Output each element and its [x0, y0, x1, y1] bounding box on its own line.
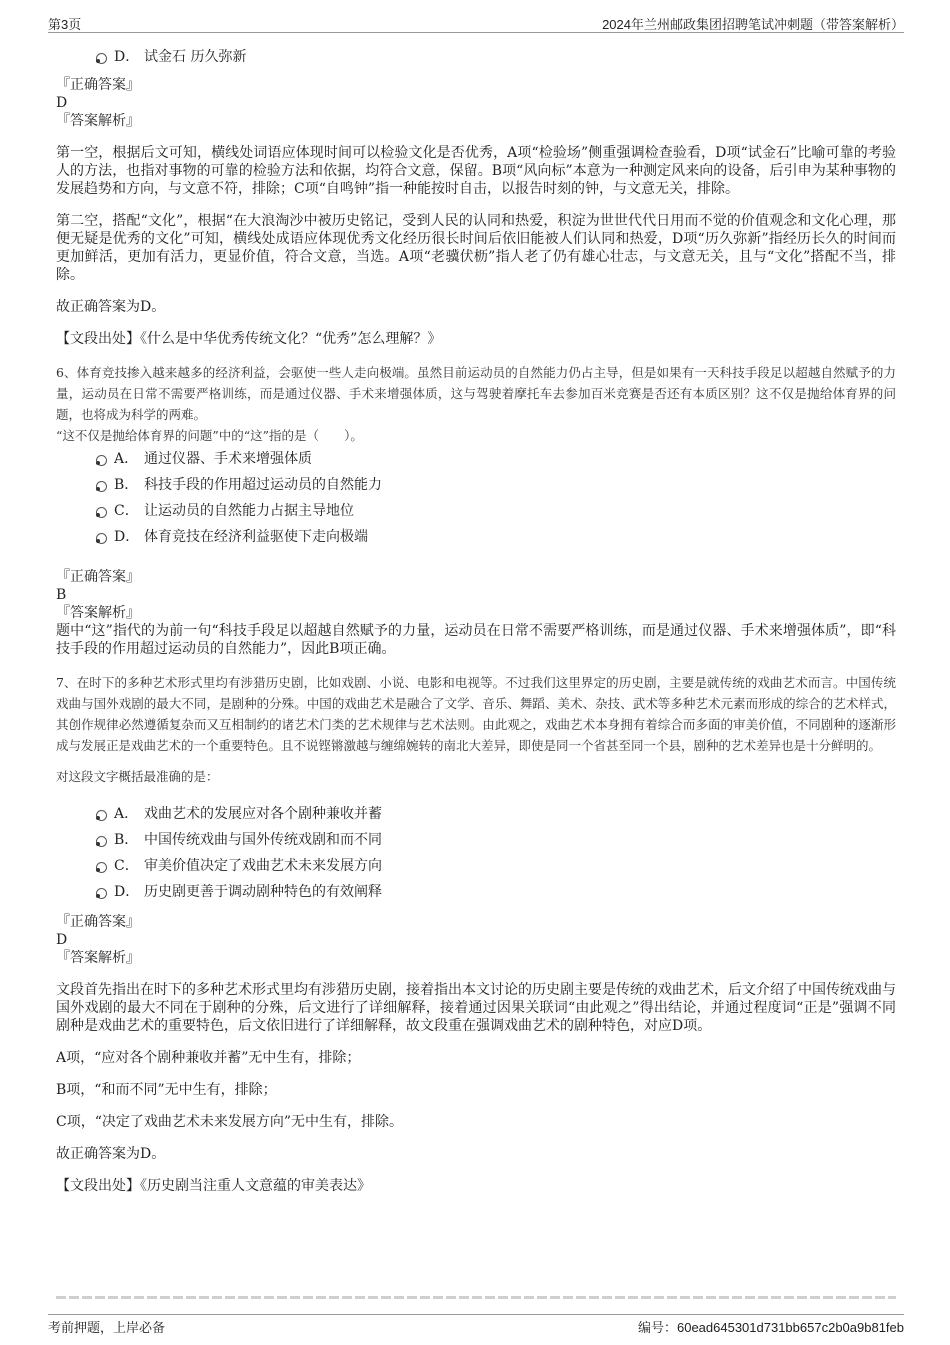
option-letter: B． [114, 477, 139, 493]
q6-question: “这不仅是抛给体育界的问题”中的“这”指的是（ ）。 [56, 428, 363, 443]
q7-analysis-b: B项，“和而不同”无中生有，排除； [56, 1082, 277, 1098]
option-letter: D． [114, 529, 140, 545]
q7-answer-label: 『正确答案』 [56, 914, 140, 930]
q6-option-b[interactable] [96, 472, 896, 498]
option-letter: D． [114, 49, 140, 65]
option-letter: A． [114, 806, 139, 822]
option-text: 试金石 历久弥新 [144, 49, 247, 65]
q7-stem: 7、在时下的多种艺术形式里均有涉猎历史剧，比如戏剧、小说、电影和电视等。不过我们这里界定的历史剧，主要是就传统的戏曲艺术而言。中国传统戏曲与国外戏剧的最大不同，是剧种的分殊。中国的戏曲艺术是融合了文学、音乐、舞蹈、美术、杂技、武术等多种艺术元素而形成的综合的艺术样式，其创作规律必然遵循复杂而又互相制约的诸艺术门类的艺术规律与艺术法则。由此观之，戏曲艺术本身拥有着综合而多面的审美价值，不同剧种的逐渐形成与发展正是戏曲艺术的一个重要特色。且不说铿锵激越与缠绵婉转的南北大差异，即使是同一个省甚至同一个县，剧种的艺术差异也是十分鲜明的。 [56, 675, 896, 753]
q5-answer-label: 『正确答案』 [56, 77, 140, 93]
q7-question: 对这段文字概括最准确的是： [56, 769, 219, 784]
option-letter: C． [114, 503, 139, 519]
q5-analysis-p1: 第一空，根据后文可知，横线处词语应体现时间可以检验文化是否优秀，A项“检验场”侧重强调检查验看，D项“试金石”比喻可靠的考验人的方法，也指对事物的可靠的检验方法和依据，均符合文意，保留。B项“风向标”本意为一种测定风来向的设备，后引申为某种事物的发展趋势和方向，与文意不符，排除；C项“自鸣钟”指一种能按时自击，以报告时刻的钟，与文意无关，排除。 [56, 145, 896, 197]
q6-analysis-label: 『答案解析』 [56, 605, 140, 621]
radio-icon[interactable] [96, 53, 107, 64]
radio-icon[interactable] [96, 836, 107, 847]
q6-analysis: 题中“这”指代的为前一句“科技手段足以超越自然赋予的力量，运动员在日常不需要严格训练，而是通过仪器、手术来增强体质”，即“科技手段的作用超过运动员的自然能力”，因此B项正确。 [56, 623, 896, 657]
q7-analysis-label: 『答案解析』 [56, 950, 140, 966]
page-number: 第3页 [48, 17, 82, 32]
q6-option-d[interactable] [96, 524, 896, 550]
q7-option-a[interactable] [96, 801, 896, 827]
radio-icon[interactable] [96, 481, 107, 492]
q6-option-a[interactable] [96, 446, 896, 472]
option-letter: A． [114, 451, 139, 467]
truncated-text-fragment [56, 1296, 896, 1299]
q6-option-c[interactable] [96, 498, 896, 524]
q7-source: 【文段出处】《历史剧当注重人文意蕴的审美表达》 [56, 1178, 371, 1194]
q6-answer: B [56, 587, 67, 603]
footer-motto: 考前押题，上岸必备 [48, 1320, 166, 1335]
document-code: 编号：60ead645301d731bb657c2b0a9b81feb [637, 1320, 904, 1335]
q5-analysis-p2: 第二空，搭配“文化”，根据“在大浪淘沙中被历史铭记，受到人民的认同和热爱，积淀为世世代代日用而不觉的价值观念和文化心理，那便无疑是优秀的文化”可知，横线处成语应体现优秀文化经历很长时间后依旧能被人们认同和热爱，D项“历久弥新”指经历长久的时间而更加鲜活，更加有活力，更显价值，符合文意，当选。A项“老骥伏枥”指人老了仍有雄心壮志，与文意无关，且与“文化”搭配不当，排除。 [56, 213, 896, 283]
q6-answer-label: 『正确答案』 [56, 569, 140, 585]
q7-option-b[interactable] [96, 827, 896, 853]
q5-source: 【文段出处】《什么是中华优秀传统文化？“优秀”怎么理解？》 [56, 331, 442, 347]
option-text: 历史剧更善于调动剧种特色的有效阐释 [144, 884, 382, 900]
q5-answer: D [56, 95, 68, 111]
option-letter: D． [114, 884, 140, 900]
option-letter: B． [114, 832, 139, 848]
radio-icon[interactable] [96, 888, 107, 899]
document-title: 2024年兰州邮政集团招聘笔试冲刺题（带答案解析） [602, 17, 904, 32]
option-text: 审美价值决定了戏曲艺术未来发展方向 [144, 858, 382, 874]
q7-analysis-p1: 文段首先指出在时下的多种艺术形式里均有涉猎历史剧，接着指出本文讨论的历史剧主要是传统的戏曲艺术，后文介绍了中国传统戏曲与国外戏剧的最大不同在于剧种的分殊，后文进行了详细解释，接着通过因果关联词“由此观之”得出结论，并通过程度词“正是”强调不同剧种是戏曲艺术的重要特色，后文依旧进行了详细解释，故文段重在强调戏曲艺术的剧种特色，对应D项。 [56, 982, 896, 1034]
option-text: 通过仪器、手术来增强体质 [144, 451, 312, 467]
q7-option-c[interactable] [96, 853, 896, 879]
q7-answer: D [56, 932, 68, 948]
truncated-next-line [56, 1294, 896, 1302]
option-text: 中国传统戏曲与国外传统戏剧和而不同 [144, 832, 382, 848]
q7-option-d[interactable] [96, 879, 896, 905]
q6-stem: 6、体育竞技掺入越来越多的经济利益，会驱使一些人走向极端。虽然目前运动员的自然能力仍占主导，但是如果有一天科技手段足以超越自然赋予的力量，运动员在日常不需要严格训练，而是通过仪器、手术来增强体质，这与驾驶着摩托车去参加百米竞赛是否还有本质区别？这不仅是抛给体育界的问题，也将成为科学的两难。 [56, 365, 896, 422]
q7-conclusion: 故正确答案为D。 [56, 1146, 166, 1162]
radio-icon[interactable] [96, 507, 107, 518]
radio-icon[interactable] [96, 455, 107, 466]
radio-icon[interactable] [96, 810, 107, 821]
page-header [48, 12, 904, 33]
page-content [56, 44, 896, 1195]
page-footer [48, 1314, 904, 1333]
q5-conclusion: 故正确答案为D。 [56, 299, 166, 315]
option-text: 让运动员的自然能力占据主导地位 [144, 503, 354, 519]
option-letter: C． [114, 858, 139, 874]
radio-icon[interactable] [96, 862, 107, 873]
q5-option-d[interactable] [96, 44, 896, 70]
q7-analysis-c: C项，“决定了戏曲艺术未来发展方向”无中生有，排除。 [56, 1114, 404, 1130]
option-text: 科技手段的作用超过运动员的自然能力 [144, 477, 382, 493]
option-text: 体育竞技在经济利益驱使下走向极端 [144, 529, 368, 545]
q5-analysis-label: 『答案解析』 [56, 113, 140, 129]
q7-analysis-a: A项，“应对各个剧种兼收并蓄”无中生有，排除； [56, 1050, 361, 1066]
radio-icon[interactable] [96, 533, 107, 544]
option-text: 戏曲艺术的发展应对各个剧种兼收并蓄 [144, 806, 382, 822]
